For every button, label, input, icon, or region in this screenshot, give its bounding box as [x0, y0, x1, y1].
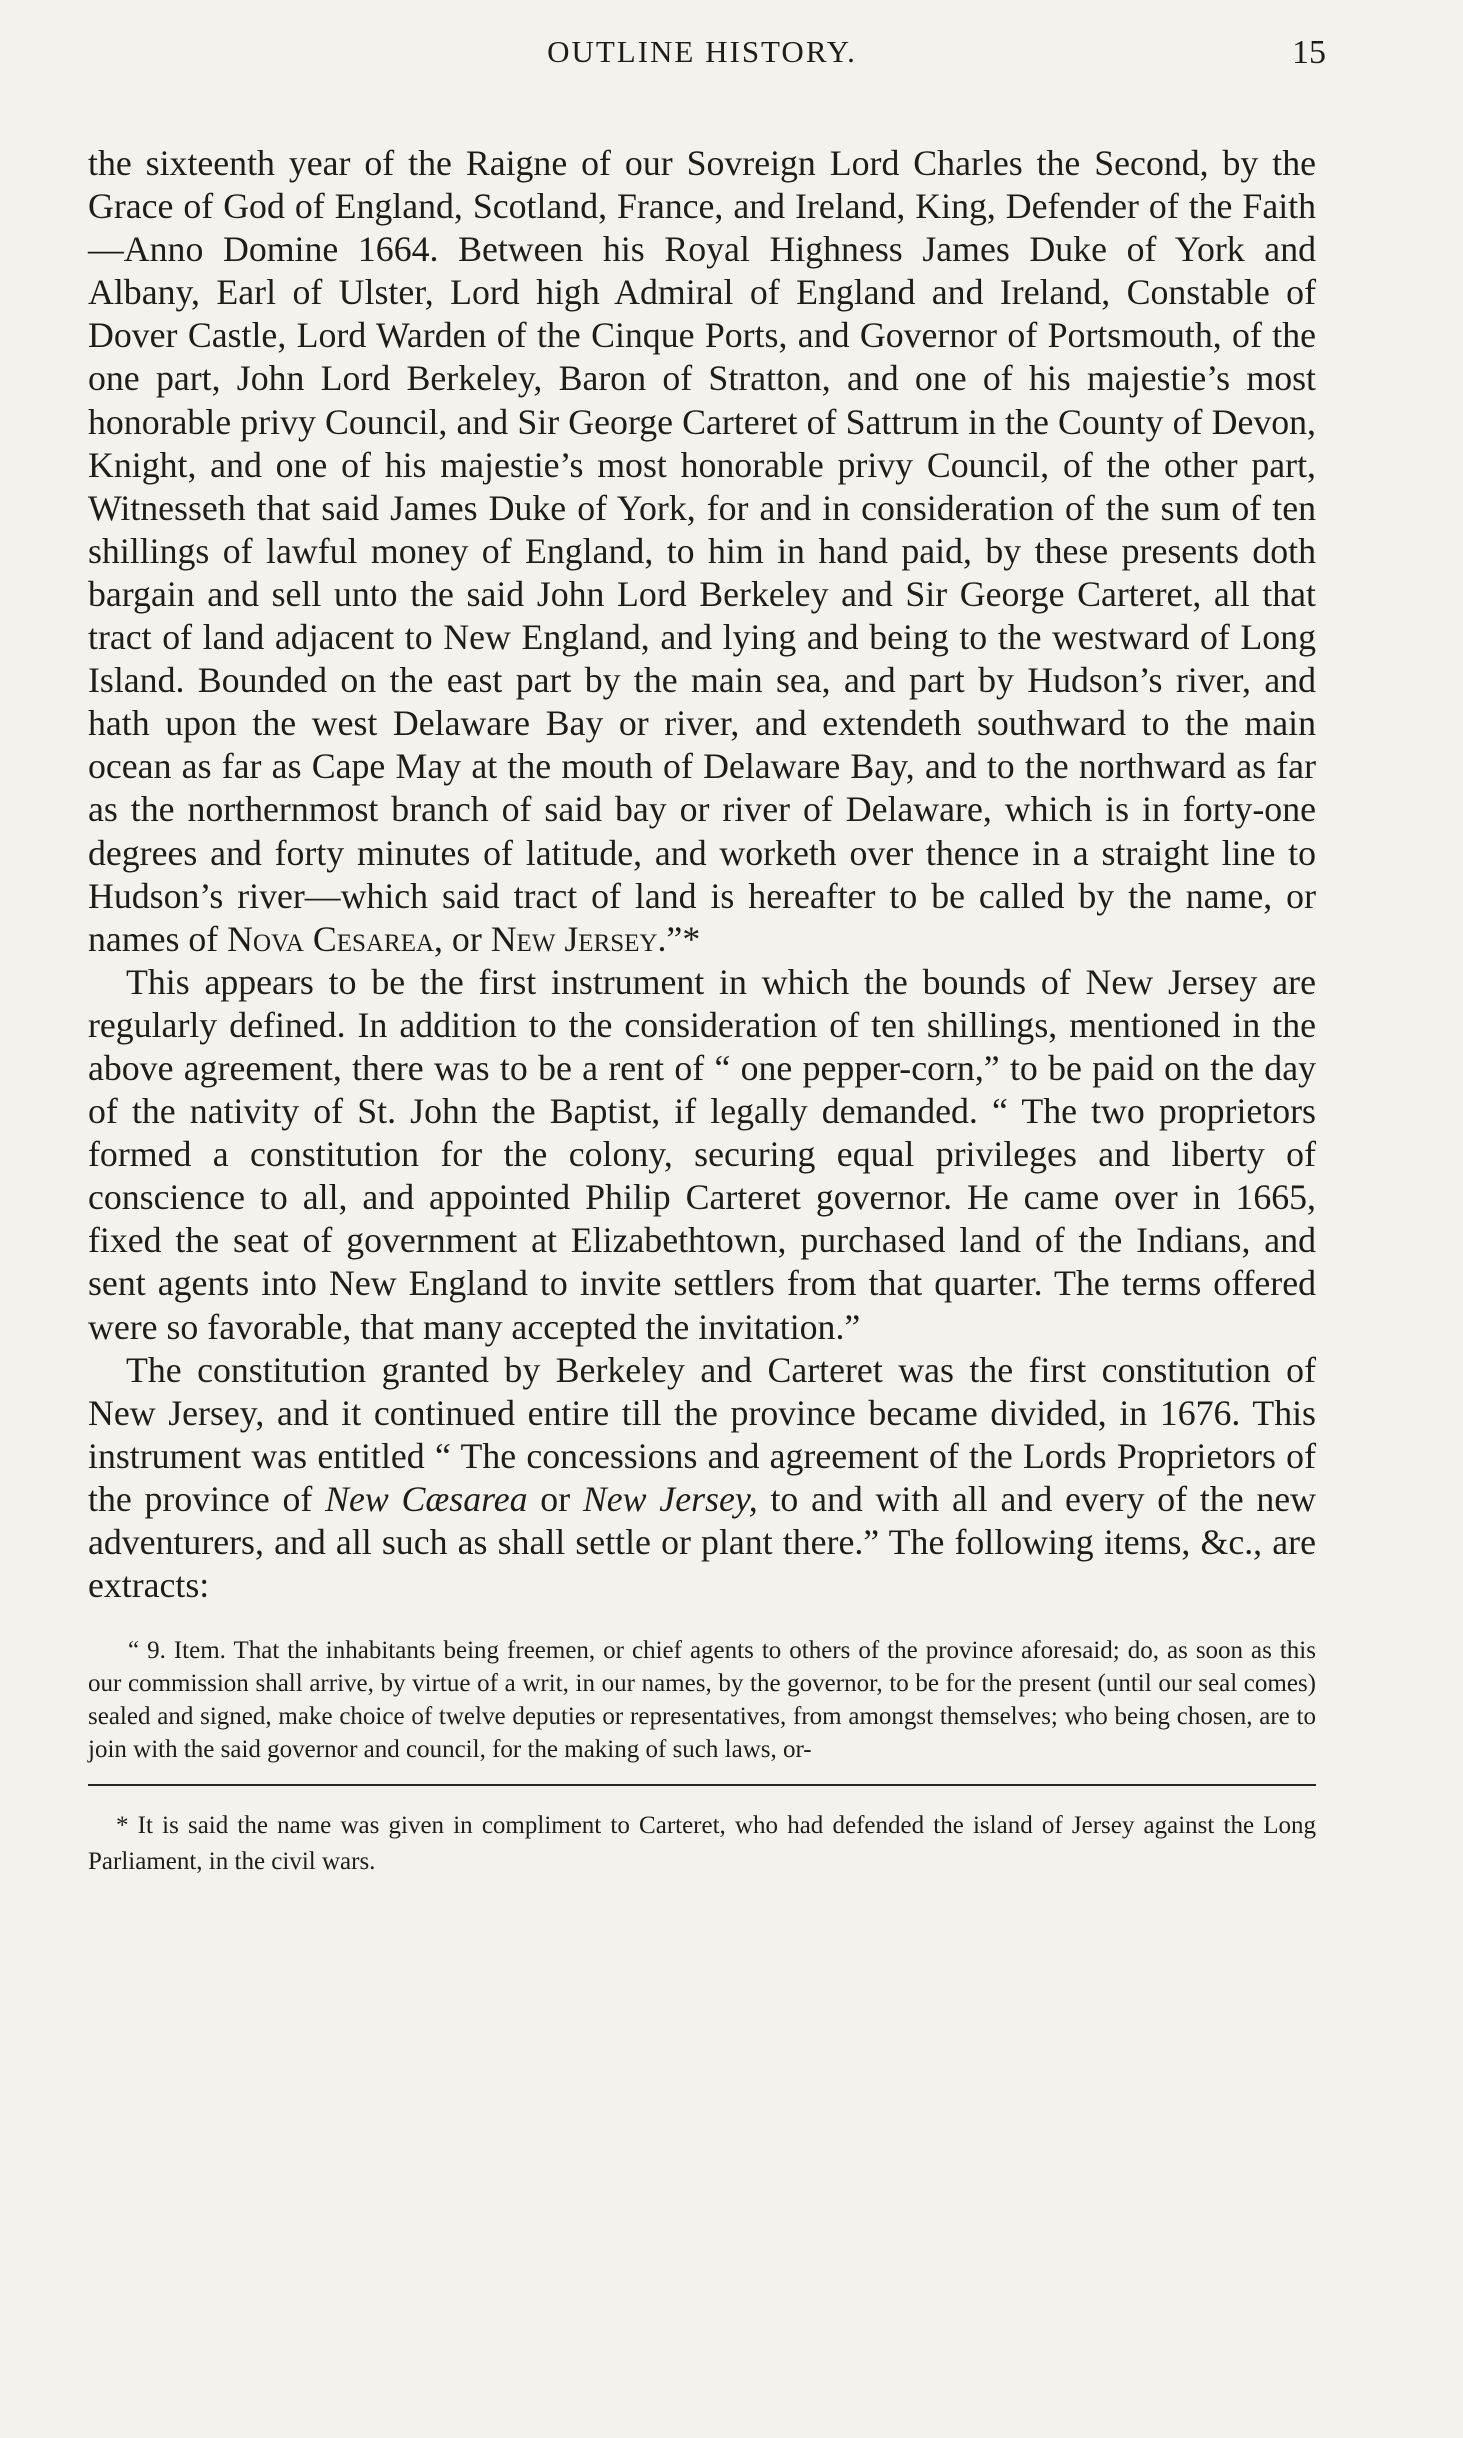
main-text: [88, 142, 1316, 1607]
paragraph-text: The constitution granted by Berkeley and Carteret was the first constitution of New Jersey, and it continued entire till the province became divided, in 1676. This instrument was entitled “ The concessions and agreement of the Lords Proprietors of the province of: [88, 1349, 1316, 1519]
place-name-nova-cesarea: Nova Cesarea: [227, 918, 435, 959]
footnote-rule: [88, 1784, 1316, 1786]
book-page: [88, 30, 1326, 1880]
running-title: OUTLINE HISTORY.: [547, 34, 857, 69]
paragraph-first-instrument: This appears to be the first instrument in which the bounds of New Jersey are regularly defined. In addition to the consideration of ten shillings, mentioned in the above agreement, there was to be a rent of “ one pepper-corn,” to be paid on the day of the nativity of St. John the Baptist, if legally demanded. “ The two proprietors formed a constitution for the colony, securing equal privileges and liberty of conscience to all, and appointed Philip Carteret governor. He came over in 1665, fixed the seat of government at Elizabethtown, purchased land of the Indians, and sent agents into New England to invite settlers from that quarter. The terms offered were so favorable, that many accepted the invitation.”: [88, 961, 1316, 1347]
page-number: 15: [1292, 34, 1326, 71]
italic-new-jersey: New Jersey,: [582, 1478, 758, 1519]
running-head: [88, 30, 1326, 82]
footnote: * It is said the name was given in compliment to Carteret, who had defended the island of Jersey against the Long Parliament, in the civil wars.: [88, 1812, 1316, 1876]
italic-new-caesarea: New Cæsarea: [325, 1478, 528, 1519]
paragraph-text: the sixteenth year of the Raigne of our Sovreign Lord Charles the Second, by the Grace of God of England, Scotland, France, and Ireland, King, Defender of the Faith—Anno Domine 1664. Between his Royal Highness James Duke of York and Albany, Earl of Ulster, Lord high Admiral of England and Ireland, Constable of Dover Castle, Lord Warden of the Cinque Ports, and Governor of Portsmouth, of the one part, John Lord Berkeley, Baron of Stratton, and one of his majestie’s most honorable privy Council, and Sir George Carteret of Sattrum in the County of Devon, Knight, and one of his majestie’s most honorable privy Council, of the other part, Witnesseth that said James Duke of York, for and in consideration of the sum of ten shillings of lawful money of England, to him in hand paid, by these presents doth bargain and sell unto the said John Lord Berkeley and Sir George Carteret, all that tract of land adjacent to New England, and lying and being to the westward of Long Island. Bounded on the east part by the main sea, and part by Hudson’s river, and hath upon the west Delaware Bay or river, and extendeth southward to the main ocean as far as Cape May at the mouth of Delaware Bay, and to the northward as far as the northernmost branch of said bay or river of Delaware, which is in forty-one degrees and forty minutes of latitude, and worketh over thence in a straight line to Hudson’s river—which said tract of land is hereafter to be called by the name, or names of: [88, 143, 1316, 959]
paragraph-constitution: [88, 1349, 1316, 1608]
place-name-new-jersey: New Jersey: [490, 918, 658, 959]
paragraph-deed-continuation: [88, 142, 1316, 961]
paragraph-text: to and with all and every of the new adventurers, and all such as shall settle or plant there.” The following items, &c., are extracts:: [88, 1478, 1317, 1606]
quoted-extract-item-9: “ 9. Item. That the inhabitants being freemen, or chief agents to others of the province aforesaid; do, as soon as this our commission shall arrive, by virtue of a writ, in our names, by the governor, to be for the present (until our seal comes) sealed and signed, make choice of twelve deputies or representatives, from amongst themselves; who being chosen, are to join with the said governor and council, for the making of such laws, or-: [88, 1637, 1316, 1763]
paragraph-text: .”*: [657, 918, 701, 959]
paragraph-text: , or: [434, 918, 491, 959]
paragraph-text: or: [527, 1478, 583, 1519]
